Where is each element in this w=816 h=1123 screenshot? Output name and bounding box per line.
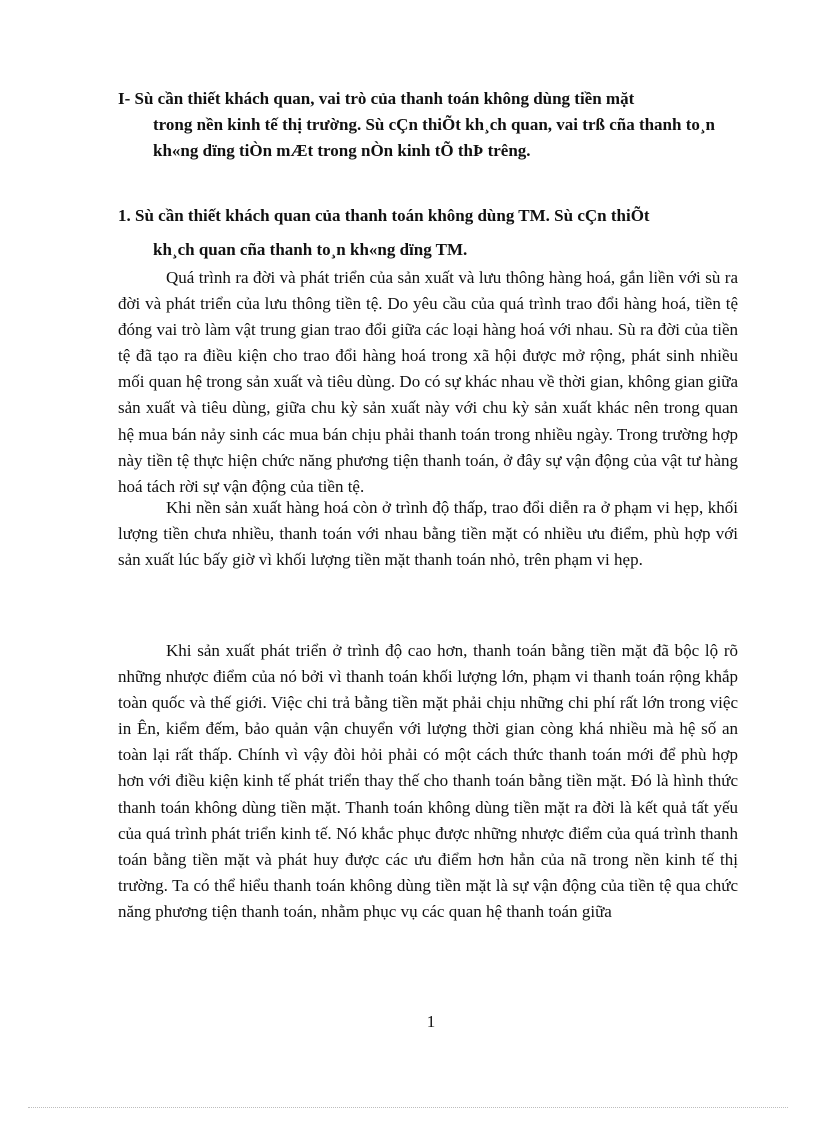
section-heading [118,86,738,164]
subsection-heading-continuation: kh¸ch quan cña thanh to¸n kh«ng dïng TM. [153,240,468,259]
page-bottom-divider [28,1107,788,1108]
section-heading-continuation: trong nền kinh tế thị trường. Sù cÇn thiÕt kh¸ch quan, vai trß cña thanh to¸n kh«ng dïng tiÒn mÆt trong nÒn kinh tÕ thÞ trêng. [153,115,715,160]
subsection-heading [118,199,754,267]
body-paragraph: Quá trình ra đời và phát triển của sản xuất và lưu thông hàng hoá, gắn liền với sù ra đời và phát triển của lưu thông tiền tệ. Do yêu cầu của quá trình trao đổi hàng hoá, tiền tệ đóng vai trò làm vật trung gian trao đổi giữa các loại hàng hoá với nhau. Sù ra đời của tiền tệ đã tạo ra điều kiện cho trao đổi hàng hoá trong xã hội được mở rộng, phát sinh nhiều mối quan hệ trong sản xuất và tiêu dùng. Do có sự khác nhau về thời gian, không gian giữa sản xuất và tiêu dùng, giữa chu kỳ sản xuất này với chu kỳ sản xuất khác nên trong quan hệ mua bán nảy sinh các mua bán chịu phải thanh toán trong nhiều ngày. Trong trường hợp này tiền tệ thực hiện chức năng phương tiện thanh toán, ở đây sự vận động của vật tư hàng hoá tách rời sự vận động của tiền tệ. [118,268,738,496]
subsection-heading-line1: 1. Sù cần thiết khách quan của thanh toán không dùng TM. Sù cÇn thiÕt [118,206,650,225]
body-paragraph: Khi nền sản xuất hàng hoá còn ở trình độ thấp, trao đổi diễn ra ở phạm vi hẹp, khối lượng tiền chưa nhiều, thanh toán với nhau bằng tiền mặt có nhiều ưu điểm, phù hợp với sản xuất lúc bấy giờ vì khối lượng tiền mặt thanh toán nhỏ, trên phạm vi hẹp. [118,498,738,570]
body-paragraph: Khi sản xuất phát triển ở trình độ cao hơn, thanh toán bằng tiền mặt đã bộc lộ rõ những nhược điểm của nó bởi vì thanh toán khối lượng lớn, phạm vi thanh toán rộng khắp toàn quốc và thế giới. Việc chi trả bằng tiền mặt phải chịu những chi phí rất lớn trong việc in Ên, kiểm đếm, bảo quản vận chuyển với lượng thời gian còng khá nhiều mà hệ số an toàn lại rất thấp. Chính vì vậy đòi hỏi phải có một cách thức thanh toán mới để phù hợp hơn với điều kiện kinh tế phát triển thay thế cho thanh toán bằng tiền mặt. Đó là hình thức thanh toán không dùng tiền mặt. Thanh toán không dùng tiền mặt ra đời là kết quả tất yếu của quá trình phát triển kinh tế. Nó khắc phục được những nhược điểm của quá trình thanh toán bằng tiền mặt và phát huy được các ưu điểm hơn hẳn của nã trong nền kinh tế thị trường. Ta có thể hiểu thanh toán không dùng tiền mặt là sự vận động của tiền tệ qua chức năng phương tiện thanh toán, nhằm phục vụ các quan hệ thanh toán giữa [118,641,738,921]
section-heading-line1: I- Sù cần thiết khách quan, vai trò của thanh toán không dùng tiền mặt [118,89,635,108]
page-number: 1 [426,1012,436,1031]
